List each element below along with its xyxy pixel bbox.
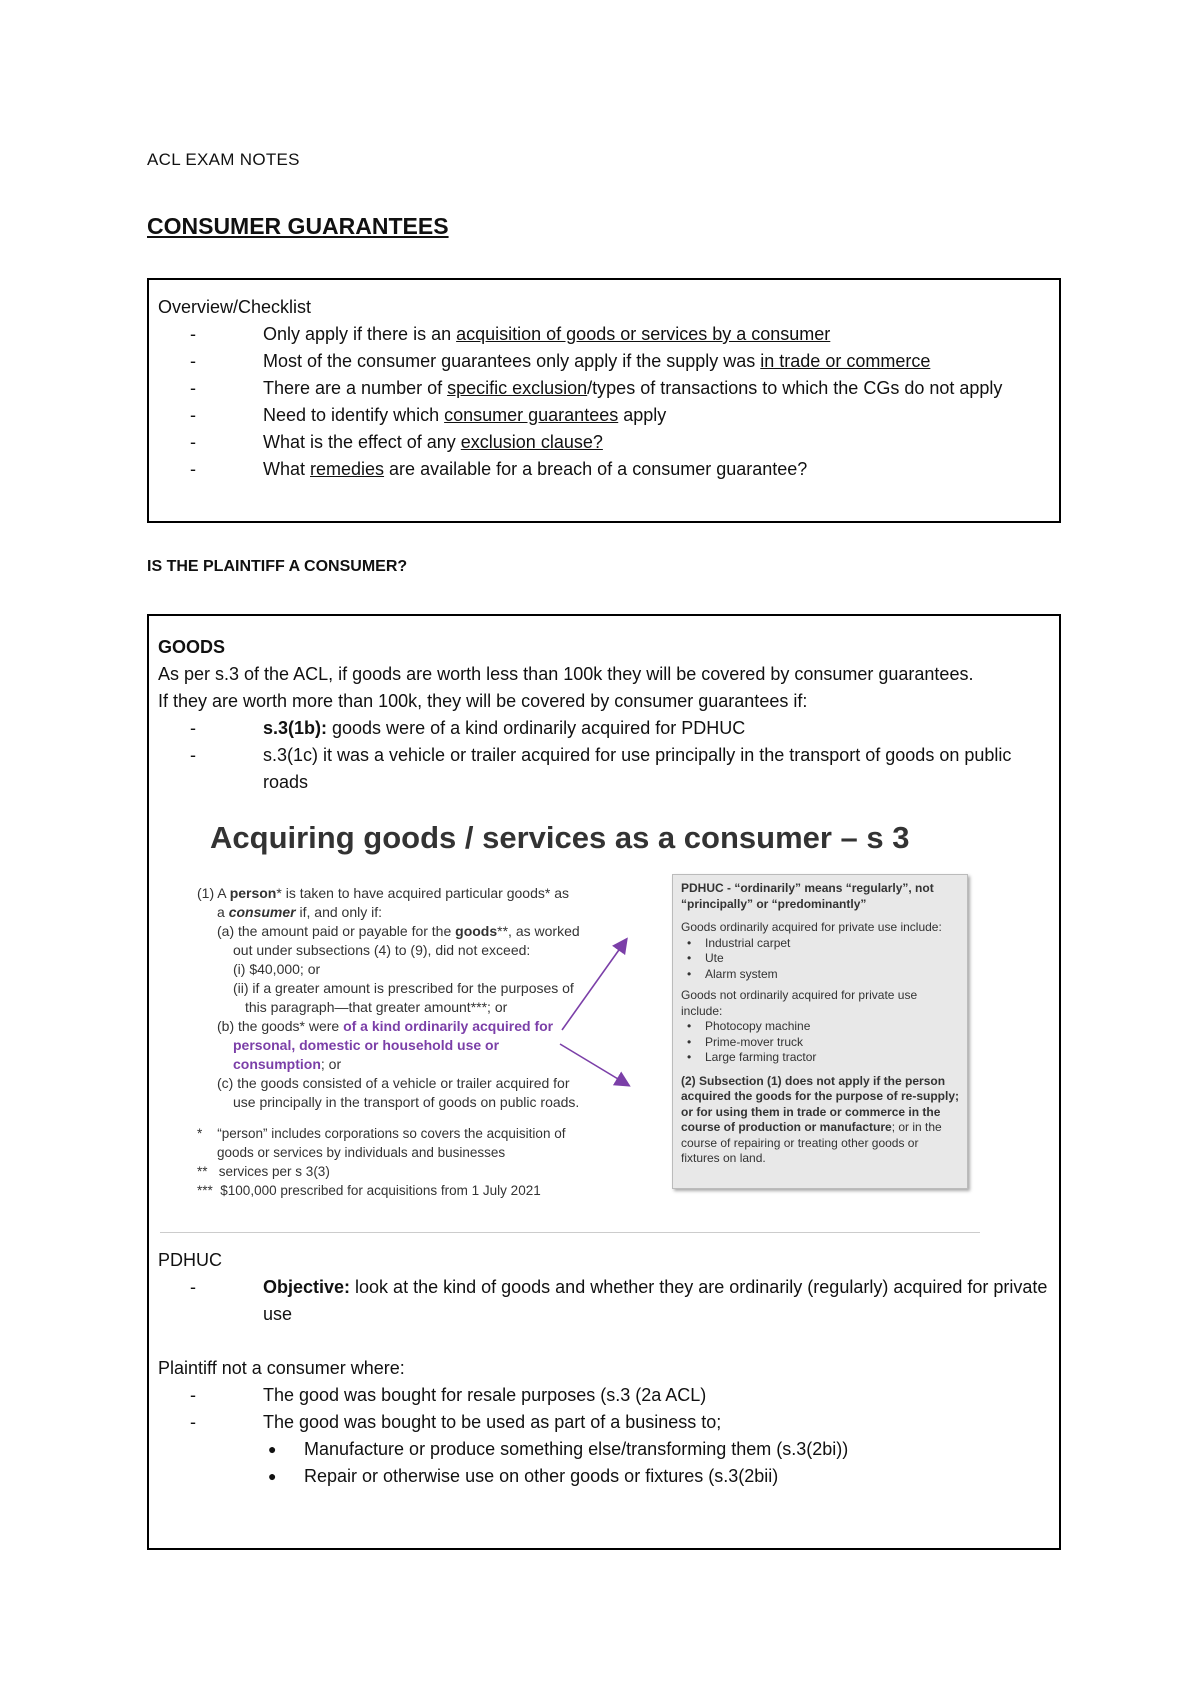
- overview-heading: Overview/Checklist: [158, 297, 312, 317]
- overview-box: [147, 278, 1061, 523]
- goods-paragraph-1: As per s.3 of the ACL, if goods are worth less than 100k they will be covered by consumer guarantees.: [158, 664, 974, 684]
- section-heading: IS THE PLAINTIFF A CONSUMER?: [147, 558, 408, 575]
- pdhuc-heading: PDHUC: [158, 1250, 223, 1270]
- pdhuc-callout-box: PDHUC - “ordinarily” means “regularly”, not “principally” or “predominantly” Goods ordinarily acquired for private use include: • Industrial carpet • Ute • Alarm system Goods not ordinarily acquired for private use include: • Photocopy machine • Prime-mover truck • Large farming tractor (2) Subsection (1) does not apply if the person acquired the goods for the purpose of re-supply; or for using them in trade or commerce in the course of production or manufacture; or in the course of repairing or treating other goods or fixtures on land.: [672, 874, 968, 1189]
- list-item: - Most of the consumer guarantees only apply if the supply was in trade or commerce: [190, 351, 931, 371]
- sub-list-item: ● Repair or otherwise use on other goods or fixtures (s.3(2bii): [268, 1466, 779, 1486]
- sub-list-item: ● Manufacture or produce something else/transforming them (s.3(2bi)): [268, 1439, 849, 1459]
- goods-paragraph-2: If they are worth more than 100k, they will be covered by consumer guarantees if:: [158, 691, 808, 711]
- goods-heading: GOODS: [158, 637, 226, 657]
- list-item: - The good was bought for resale purposes (s.3 (2a ACL): [190, 1385, 707, 1405]
- list-item: - What is the effect of any exclusion clause?: [190, 432, 603, 452]
- list-item: - s.3(1b): goods were of a kind ordinarily acquired for PDHUC: [190, 718, 746, 738]
- embedded-slide: [160, 812, 980, 1233]
- slide-title: Acquiring goods / services as a consumer – s 3: [210, 820, 910, 855]
- list-item: - There are a number of specific exclusion/types of transactions to which the CGs do not apply: [190, 378, 1003, 398]
- list-item: - Need to identify which consumer guarantees apply: [190, 405, 667, 425]
- list-item: - What remedies are available for a breach of a consumer guarantee?: [190, 459, 808, 479]
- not-consumer-heading: Plaintiff not a consumer where:: [158, 1358, 405, 1378]
- goods-box: [147, 614, 1061, 1550]
- document-label: ACL EXAM NOTES: [147, 150, 300, 169]
- list-item: - s.3(1c) it was a vehicle or trailer acquired for use principally in the transport of goods on public roads: [190, 745, 1012, 792]
- list-item: - The good was bought to be used as part of a business to;: [190, 1412, 722, 1432]
- slide-legislation-text: (1) A person* is taken to have acquired particular goods* as a consumer if, and only if: (a) the amount paid or payable for the goods**, as worked out under subsections (4) to (9), did not exceed: (i) $40,000; or (ii) if a greater amount is prescribed for the purposes of this paragraph—that greater amount***; or (b) the goods* were of a kind ordinarily acquired for personal, domestic or household use or consumption; or (c) the goods consisted of a vehicle or trailer acquired for use principally in the transport of goods on public roads. * “person” includes corporations so covers the acquisition of goods or services by individuals and businesses ** services per s 3(3) *** $100,000 prescribed for acquisitions from 1 July 2021: [197, 885, 580, 1198]
- page-title: CONSUMER GUARANTEES: [147, 213, 449, 239]
- list-item: - Objective: look at the kind of goods and whether they are ordinarily (regularly) acquired for private use: [190, 1277, 1048, 1324]
- list-item: - Only apply if there is an acquisition of goods or services by a consumer: [190, 324, 831, 344]
